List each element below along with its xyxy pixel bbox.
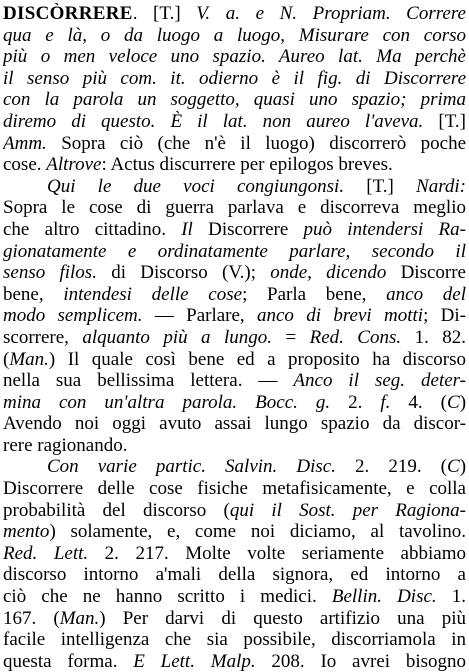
entry-line — [3, 629, 466, 651]
entry-line — [3, 111, 466, 133]
italic-run: senso filos. — [3, 262, 97, 284]
italic-run: Amm. — [3, 132, 47, 154]
italic-run: più o men veloce uno spazio. Aureo lat. Ma perchè — [3, 46, 466, 68]
text-run: scorrere, — [3, 326, 83, 348]
text-run: ; Parla bene, — [242, 283, 387, 305]
entry-line — [3, 370, 466, 392]
text-run: 167. ( — [3, 607, 60, 629]
text-run: Discorrere — [192, 218, 304, 240]
text-run: bene, — [3, 283, 64, 305]
entry-line — [3, 176, 466, 198]
italic-run: anco di brevi motti — [257, 305, 424, 327]
entry-line — [3, 500, 466, 522]
entry-line — [3, 68, 466, 90]
entry-line — [3, 586, 466, 608]
entry-line — [3, 133, 466, 155]
text-run: che altro cittadino. — [3, 218, 182, 240]
italic-run: E Lett. Malp. — [133, 650, 256, 672]
entry-line — [3, 651, 466, 672]
entry-line — [3, 456, 466, 478]
entry-line — [3, 392, 466, 414]
italic-run: mento — [3, 521, 50, 543]
text-run: 2. — [330, 391, 381, 413]
italic-run: Red. Cons. — [309, 326, 402, 348]
headword: DISCÒRRERE — [3, 3, 133, 24]
text-run: ) — [459, 456, 466, 478]
text-run: 2. 219. ( — [335, 456, 447, 478]
italic-run: il senso più com. it. odierno è il fig. di Discorrere — [3, 67, 466, 89]
italic-run: Anco il seg. deter- — [293, 370, 466, 392]
italic-run: Red. Lett. — [3, 542, 89, 564]
italic-run: gionatamente e ordinatamente parlare, secondo il — [3, 240, 466, 262]
text-run: Discorre — [386, 262, 466, 284]
text-run: ) Per darvi di questo artifizio una più — [99, 607, 466, 629]
entry-line — [3, 435, 466, 457]
text-run: . [T.] — [132, 3, 197, 24]
entry-line — [3, 241, 466, 263]
text-run: 4. ( — [390, 391, 447, 413]
text-run: nella sua bellissima lettera. — — [3, 370, 294, 392]
text-run: ; Di- — [423, 305, 466, 327]
italic-run: qua e là, o da luogo a luogo, Misurare con corso — [3, 24, 466, 46]
italic-run: Bellin. Disc. — [331, 586, 437, 608]
italic-run: diremo di questo. È il lat. non aureo l'aveva. — [3, 110, 439, 132]
text-run: ) solamente, e, come noi diciamo, al tavolino. — [49, 521, 466, 543]
text-run: 208. Io avrei bisogno — [255, 650, 466, 672]
italic-run: modo semplicem. — [3, 305, 143, 327]
italic-run: mina con un'altra parola. Bocc. g. — [3, 391, 331, 413]
italic-run: Nardi: — [416, 175, 466, 197]
entry-line — [3, 543, 466, 565]
text-run: Sopra le cose di guerra parlava e discorreva meglio — [3, 197, 466, 219]
text-run: ciò che ne hanno scritto i medici. — [3, 586, 332, 608]
entry-line — [3, 284, 466, 306]
entry-line — [3, 327, 466, 349]
italic-run: Altrove — [46, 154, 102, 176]
italic-run: V. a. e N. Propriam. Correre — [196, 3, 466, 24]
text-run: : Actus discurrere per epilogos breves. — [101, 154, 393, 176]
text-run: = — [272, 326, 310, 348]
text-run: 1. 82. — [401, 326, 466, 348]
text-run: ( — [3, 348, 10, 370]
entry-line — [3, 608, 466, 630]
text-run: [T.] — [344, 175, 417, 197]
italic-run: Qui le due voci congiungonsi. — [47, 175, 345, 197]
italic-run: può intendersi Ra- — [303, 218, 466, 240]
text-run: di Discorso (V.); — [96, 262, 271, 284]
text-run: Avendo noi oggi avuto assai lungo spazio da discor- — [3, 413, 466, 435]
text-run: questa forma. — [3, 650, 134, 672]
italic-run: anco del — [386, 283, 466, 305]
italic-run: onde, dicendo — [270, 262, 387, 284]
entry-line — [3, 262, 466, 284]
text-run: Sopra ciò (che n'è il luogo) discorrerò poche — [46, 132, 466, 154]
entry-line — [3, 564, 466, 586]
entry-line — [3, 197, 466, 219]
text-run: ) Il quale così bene ed a proposito ha discorso — [48, 348, 466, 370]
entry-line — [3, 219, 466, 241]
entry-line — [3, 413, 466, 435]
entry-line — [3, 305, 466, 327]
text-run: Discorrere delle cose fisiche metafisicamente, e colla — [3, 478, 466, 500]
entry-line — [3, 3, 466, 25]
text-run: cose. — [3, 154, 47, 176]
italic-run: Man. — [59, 607, 100, 629]
dictionary-entry — [3, 3, 466, 672]
text-run: discorso intorno a'mali della signora, ed intorno a — [3, 564, 466, 586]
italic-run: Con varie partic. Salvin. Disc. — [47, 456, 336, 478]
italic-run: Il — [181, 218, 193, 240]
text-run: 1. — [436, 586, 466, 608]
entry-line — [3, 349, 466, 371]
text-run: rere ragionando. — [3, 434, 128, 456]
italic-run: f. — [380, 391, 391, 413]
italic-run: qui il Sost. per Ragiona- — [229, 499, 466, 521]
italic-run: C — [447, 391, 460, 413]
italic-run: intendesi delle cose — [63, 283, 243, 305]
text-run: [T.] — [438, 110, 466, 132]
italic-run: Man. — [9, 348, 49, 370]
text-run: facile intelligenza che sia possibile, discorriamola in — [3, 629, 466, 651]
italic-run: C — [447, 456, 460, 478]
entry-line — [3, 25, 466, 47]
entry-line — [3, 154, 466, 176]
text-run: ) — [459, 391, 466, 413]
entry-line — [3, 478, 466, 500]
entry-line — [3, 521, 466, 543]
text-run: 2. 217. Molte volte seriamente abbiamo — [88, 542, 466, 564]
entry-line — [3, 46, 466, 68]
text-run: probabilità del discorso ( — [3, 499, 230, 521]
text-run: — Parlare, — [142, 305, 257, 327]
italic-run: con la parola un soggetto, quasi uno spazio; prima — [3, 89, 466, 111]
italic-run: alquanto più a lungo. — [82, 326, 273, 348]
entry-line — [3, 89, 466, 111]
